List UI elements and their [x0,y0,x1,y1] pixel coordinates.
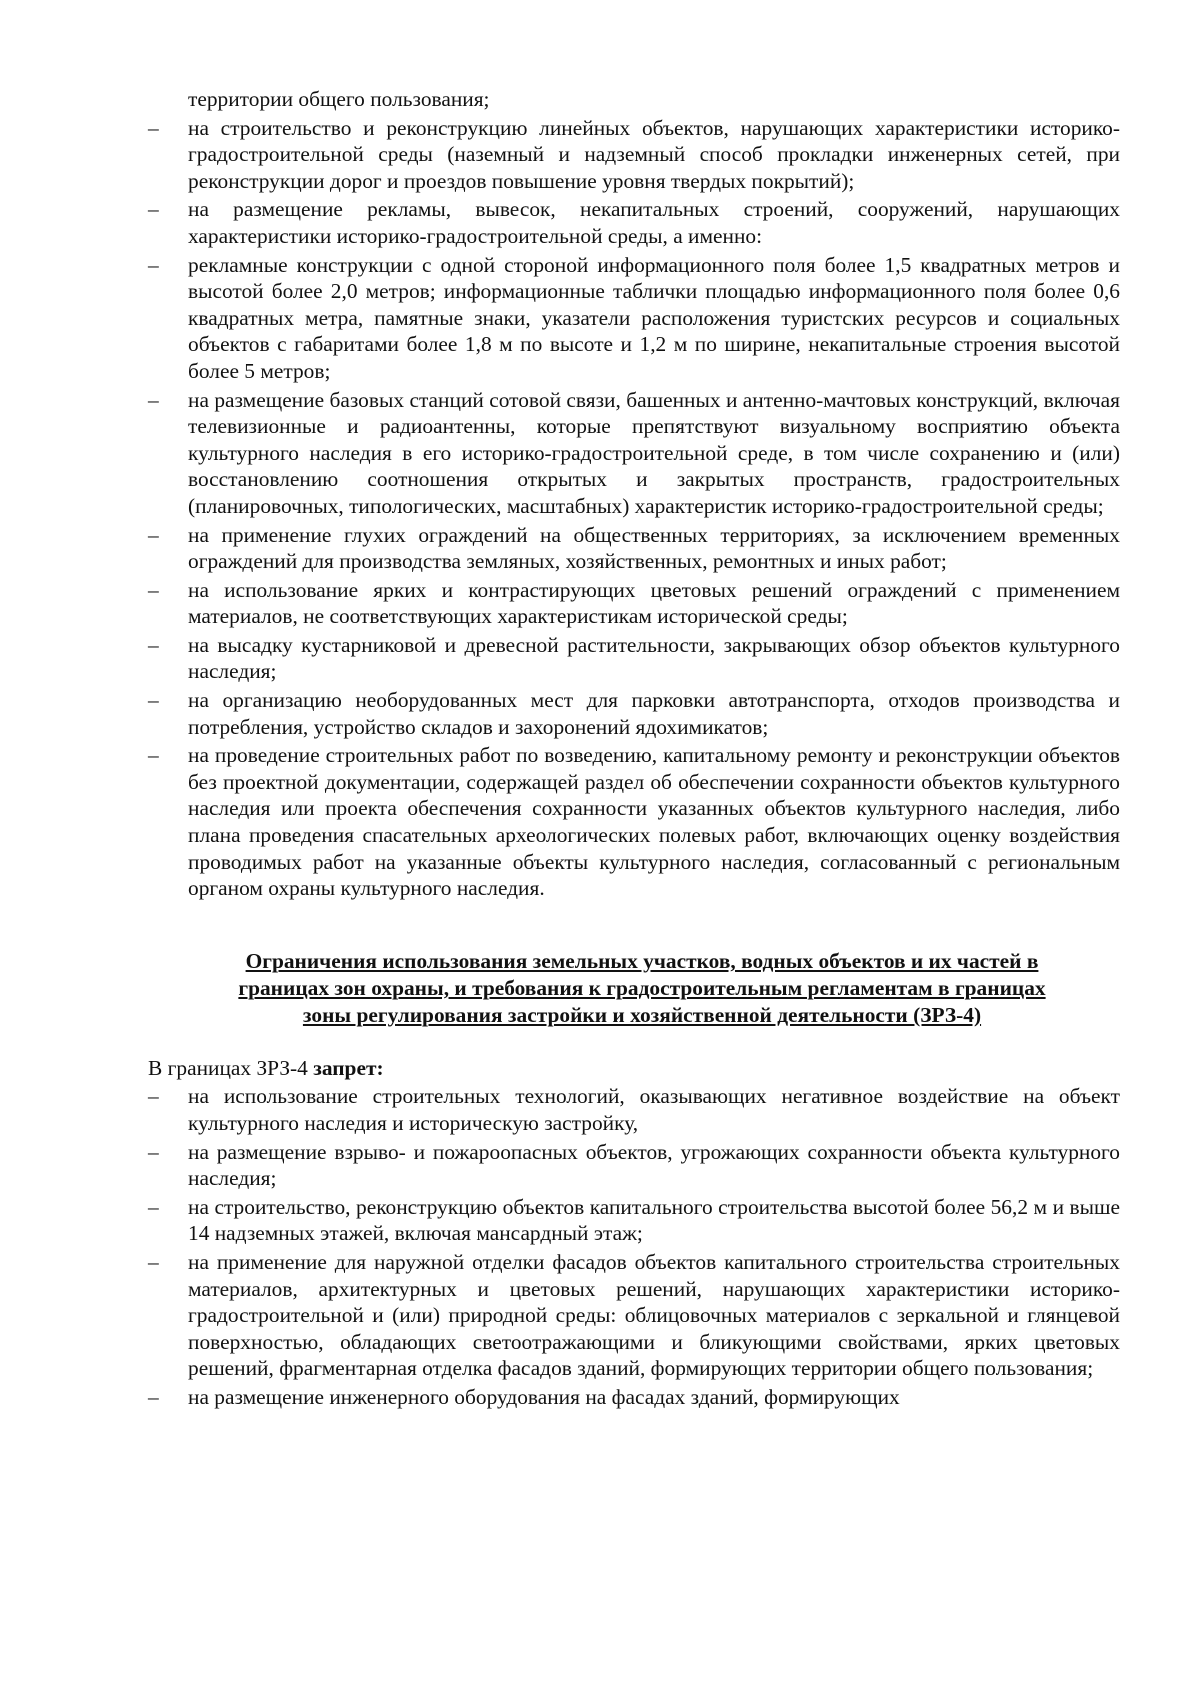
list-item [148,387,1120,520]
list-item-text: на высадку кустарниковой и древесной растительности, закрывающих обзор объектов культурного наследия; [188,632,1120,684]
dash-marker: – [148,197,159,222]
continuation-line: территории общего пользования; [188,87,490,111]
document-body [148,86,1120,1413]
list-item-text: на размещение рекламы, вывесок, некапитальных строений, сооружений, нарушающих характеристики историко-градостроительной среды, а именно: [188,197,1120,248]
dash-marker: – [148,1384,159,1409]
intro-bold: запрет: [313,1055,384,1080]
dash-marker: – [148,743,159,768]
intro-paragraph [148,1055,1120,1082]
list-item-text: на строительство, реконструкцию объектов капитального строительства высотой более 56,2 м и выше 14 надземных этажей, включая мансардный этаж; [188,1194,1120,1246]
list-item-text: на применение для наружной отделки фасадов объектов капитального строительства строительных материалов, архитектурных и цветовых решений, нарушающих характеристики историко-градостроительной и (или) природной среды: облицовочных материалов с зеркальной и глянцевой поверхностью, обладающих светоотражающими и бликующими свойствами, ярких цветовых решений, фрагментарная отделка фасадов зданий, формирующих территории общего пользования; [188,1249,1120,1381]
list-item [148,1194,1120,1247]
section-heading-line: Ограничения использования земельных участков, водных объектов и их частей в [245,948,1039,973]
section-heading-line: границах зон охраны, и требования к градостроительным регламентам в границах [238,975,1046,1000]
list-item [148,196,1120,249]
list-item [148,1249,1120,1382]
dash-marker: – [148,1194,159,1219]
list-item-text: рекламные конструкции с одной стороной информационного поля более 1,5 квадратных метров и высотой более 2,0 метров; информационные таблички площадью информационного поля более 0,6 квадратных метра, памятные знаки, указатели расположения туристских ресурсов и социальных объектов с габаритами более 1,8 м по высоте и 1,2 м по ширине, некапитальные строения высотой более 5 метров; [188,252,1120,383]
list-item [148,252,1120,385]
dash-marker: – [148,252,159,277]
dash-marker: – [148,522,159,547]
list-item [148,1083,1120,1136]
section-heading-line: зоны регулирования застройки и хозяйственной деятельности (ЗРЗ-4) [302,1002,982,1027]
list-item-text: на размещение взрыво- и пожароопасных объектов, угрожающих сохранности объекта культурного наследия; [188,1139,1120,1191]
dash-marker: – [148,387,159,412]
section-heading [148,948,1120,1029]
list-item [148,115,1120,195]
list-item [148,1139,1120,1192]
list-item [148,742,1120,902]
list-item-text: на строительство и реконструкцию линейных объектов, нарушающих характеристики историко-градостроительной среды (наземный и надземный способ прокладки инженерных сетей, при реконструкции дорог и проездов повышение уровня твердых покрытий); [188,115,1120,193]
dash-marker: – [148,115,159,140]
list-item-text: на использование строительных технологий, оказывающих негативное воздействие на объект культурного наследия и историческую застройку, [188,1084,1120,1135]
list-item [148,1384,1120,1411]
list-item-text: на размещение инженерного оборудования на фасадах зданий, формирующих [188,1384,900,1409]
dash-marker: – [148,632,159,657]
list-item-text: на проведение строительных работ по возведению, капитальному ремонту и реконструкции объектов без проектной документации, содержащей раздел об обеспечении сохранности объектов культурного наследия или проекта обеспечения сохранности указанных объектов культурного наследия, либо плана проведения спасательных археологических полевых работ, включающих оценку воздействия проводимых работ на указанные объекты культурного наследия, согласованный с региональным органом охраны культурного наследия. [188,743,1120,901]
list-item [148,687,1120,740]
list-item-text: на использование ярких и контрастирующих цветовых решений ограждений с применением материалов, не соответствующих характеристикам исторической среды; [188,577,1120,629]
list-item-text: на размещение базовых станций сотовой связи, башенных и антенно-мачтовых конструкций, включая телевизионные и радиоантенны, которые препятствуют визуальному восприятию объекта культурного наследия в его историко-градостроительной среде, в том числе сохранению и (или) восстановлению соотношения открытых и закрытых пространств, градостроительных (планировочных, типологических, масштабных) характеристик историко-градостроительной среды; [188,387,1120,518]
dash-marker: – [148,1249,159,1274]
intro-prefix: В границах ЗРЗ-4 [148,1055,314,1080]
dash-marker: – [148,1139,159,1164]
list-item [148,577,1120,630]
list-item [148,522,1120,575]
list-item-text: на организацию необорудованных мест для парковки автотранспорта, отходов производства и потребления, устройство складов и захоронений ядохимикатов; [188,688,1120,739]
list-item-text: на применение глухих ограждений на общественных территориях, за исключением временных ограждений для производства земляных, хозяйственных, ремонтных и иных работ; [188,522,1120,574]
dash-marker: – [148,688,159,713]
dash-marker: – [148,1084,159,1109]
dash-marker: – [148,577,159,602]
list-item [148,632,1120,685]
